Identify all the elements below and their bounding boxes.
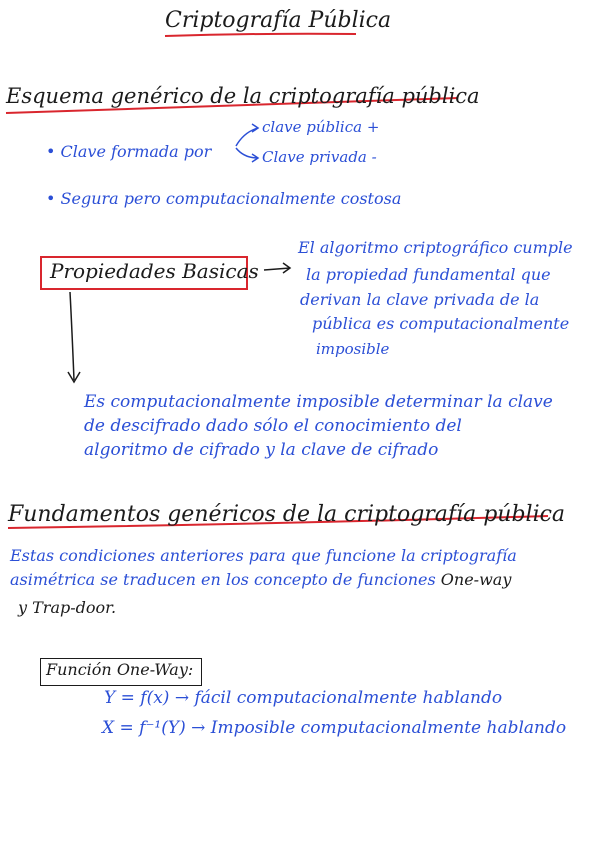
section1-heading: Esquema genérico de la criptografía pública	[6, 84, 480, 108]
props-down-arrow	[70, 292, 74, 380]
props-note-line-2: la propiedad fundamental que	[306, 265, 551, 284]
one-way-term: One-way	[440, 570, 512, 589]
section2-para-line-1: Estas condiciones anteriores para que funcione la criptografía	[10, 546, 517, 565]
props-label: Propiedades Basicas	[50, 259, 259, 283]
bullet-segura-costosa: • Segura pero computacionalmente costosa	[46, 189, 402, 208]
equation-2-lhs: X = f⁻¹(Y)	[102, 718, 186, 738]
props-note-line-5: imposible	[316, 340, 390, 358]
branch-arrow-bottom	[236, 148, 258, 158]
props-down-line-3: algoritmo de cifrado y la clave de cifrado	[84, 440, 439, 460]
props-note-line-1: El algoritmo criptográfico cumple	[298, 238, 573, 257]
branch-clave-publica: clave pública +	[262, 118, 380, 136]
equation-2-rhs: → Imposible computacionalmente hablando	[191, 718, 567, 738]
props-down-line-1: Es computacionalmente imposible determinar la clave	[84, 392, 553, 412]
section2-para-line-2	[10, 572, 511, 588]
page-title: Criptografía Pública	[165, 8, 392, 33]
section2-para-line-3: y Trap-door.	[18, 598, 117, 617]
props-right-arrow	[264, 268, 290, 270]
branch-clave-privada: Clave privada -	[262, 148, 377, 166]
props-down-line-2: de descifrado dado sólo el conocimiento del	[84, 416, 462, 436]
equation-1-rhs: → fácil computacionalmente hablando	[174, 688, 503, 708]
equation-1	[104, 690, 502, 707]
section2-para-line-2-text: asimétrica se traducen en los concepto de funciones	[10, 570, 436, 589]
equation-1-lhs: Y = f(x)	[104, 688, 170, 708]
props-note-line-4: pública es computacionalmente	[312, 314, 570, 333]
equation-2	[102, 720, 566, 737]
function-label: Función One-Way:	[46, 660, 194, 679]
props-note-line-3: derivan la clave privada de la	[300, 290, 540, 309]
title-underline	[165, 34, 356, 36]
bullet-clave-formada: • Clave formada por	[46, 142, 212, 161]
section2-heading: Fundamentos genéricos de la criptografía pública	[8, 502, 566, 527]
branch-arrow-top	[236, 128, 258, 146]
